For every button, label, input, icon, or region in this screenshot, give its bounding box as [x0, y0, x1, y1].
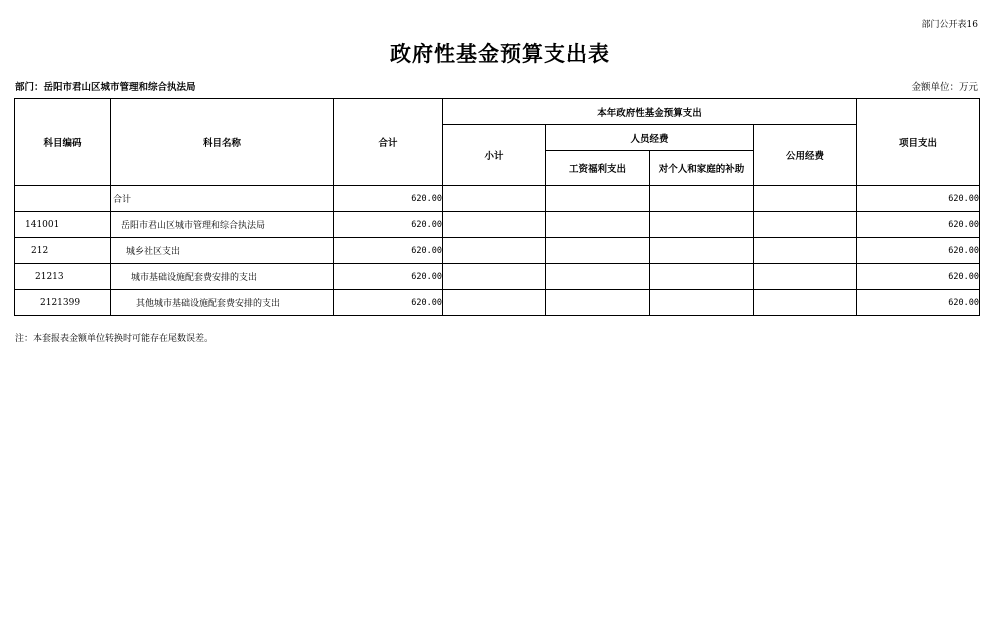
cell-name: 岳阳市君山区城市管理和综合执法局 [111, 212, 334, 238]
cell-subsidy [650, 264, 754, 290]
cell-project: 620.00 [857, 264, 980, 290]
cell-subtotal [443, 238, 546, 264]
header-code: 科目编码 [15, 99, 111, 186]
table-row [15, 238, 980, 264]
cell-code: 2121399 [15, 290, 111, 316]
cell-wages [546, 290, 650, 316]
budget-table [14, 98, 980, 316]
cell-subtotal [443, 212, 546, 238]
cell-project: 620.00 [857, 186, 980, 212]
cell-total: 620.00 [334, 264, 443, 290]
cell-total: 620.00 [334, 186, 443, 212]
cell-name: 其他城市基础设施配套费安排的支出 [111, 290, 334, 316]
cell-wages [546, 186, 650, 212]
cell-subsidy [650, 238, 754, 264]
table-row [15, 212, 980, 238]
cell-subtotal [443, 264, 546, 290]
cell-name: 城乡社区支出 [111, 238, 334, 264]
header-subtotal: 小计 [443, 125, 546, 186]
cell-project: 620.00 [857, 212, 980, 238]
cell-name: 城市基础设施配套费安排的支出 [111, 264, 334, 290]
header-personnel: 人员经费 [546, 125, 754, 151]
table-row [15, 186, 980, 212]
header-current-year: 本年政府性基金预算支出 [443, 99, 857, 125]
unit-label: 金额单位：万元 [911, 82, 978, 93]
header-total: 合计 [334, 99, 443, 186]
cell-public [754, 212, 857, 238]
cell-code [15, 186, 111, 212]
cell-wages [546, 264, 650, 290]
header-subsidy: 对个人和家庭的补助 [650, 151, 754, 186]
footnote: 注：本套报表金额单位转换时可能存在尾数误差。 [15, 334, 214, 344]
page-title: 政府性基金预算支出表 [390, 41, 610, 66]
cell-name: 合计 [111, 186, 334, 212]
cell-subsidy [650, 186, 754, 212]
cell-total: 620.00 [334, 238, 443, 264]
cell-code: 141001 [15, 212, 111, 238]
cell-code: 21213 [15, 264, 111, 290]
table-row [15, 264, 980, 290]
cell-total: 620.00 [334, 212, 443, 238]
header-public: 公用经费 [754, 125, 857, 186]
cell-project: 620.00 [857, 238, 980, 264]
cell-wages [546, 212, 650, 238]
page-number-label: 部门公开表16 [921, 20, 978, 30]
header-name: 科目名称 [111, 99, 334, 186]
header-project: 项目支出 [857, 99, 980, 186]
cell-public [754, 264, 857, 290]
cell-wages [546, 238, 650, 264]
cell-public [754, 238, 857, 264]
cell-subtotal [443, 290, 546, 316]
department-label: 部门：岳阳市君山区城市管理和综合执法局 [15, 82, 196, 93]
table-row [15, 290, 980, 316]
cell-public [754, 290, 857, 316]
cell-total: 620.00 [334, 290, 443, 316]
cell-public [754, 186, 857, 212]
cell-subsidy [650, 212, 754, 238]
cell-code: 212 [15, 238, 111, 264]
cell-subsidy [650, 290, 754, 316]
cell-subtotal [443, 186, 546, 212]
header-wages: 工资福利支出 [546, 151, 650, 186]
cell-project: 620.00 [857, 290, 980, 316]
